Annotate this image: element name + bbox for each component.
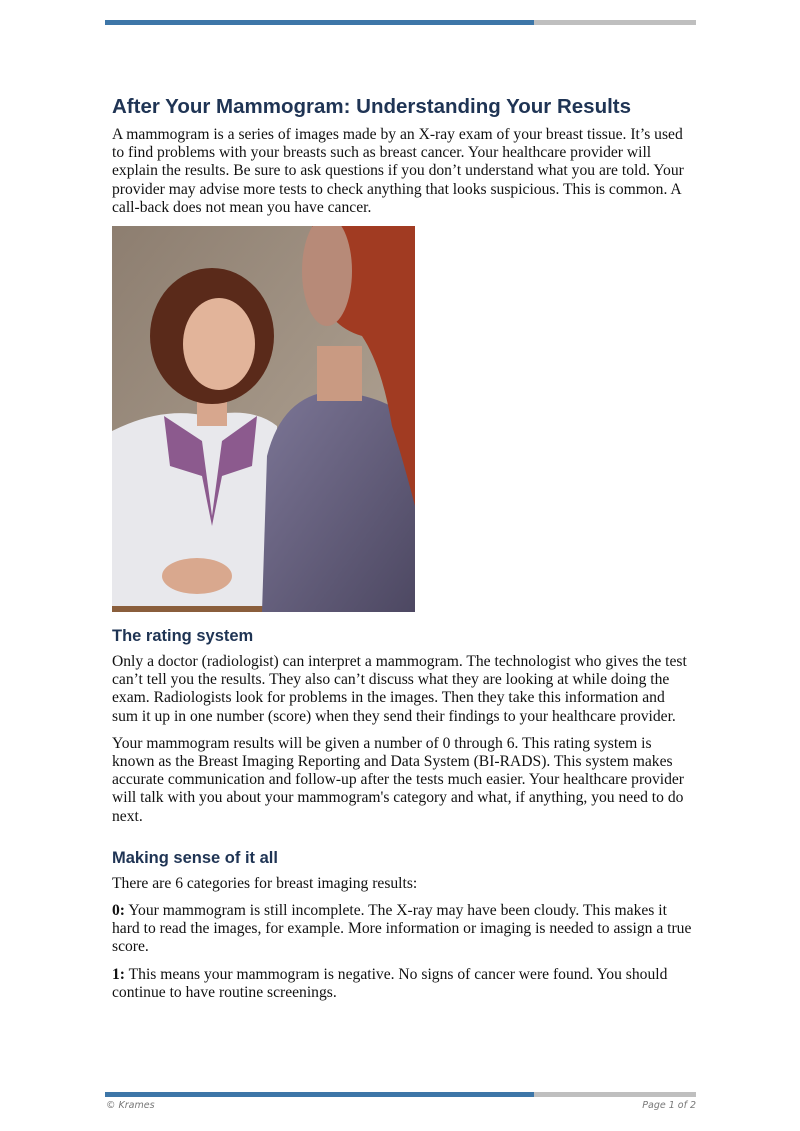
document-body (112, 94, 692, 1011)
doctor-patient-photo (112, 226, 415, 612)
category-label: 1: (112, 965, 125, 983)
page-footer (106, 1100, 696, 1111)
section-heading: The rating system (112, 627, 254, 646)
intro-paragraph: A mammogram is a series of images made by an X-ray exam of your breast tissue. It’s used to find problems with your breasts such as breast cancer. Your healthcare provider will explain the results. Be sure to ask questions if you don’t understand what you are told. Your provider may advise more tests to check anything that looks suspicious. This is common. A call-back does not mean you have cancer. (112, 126, 684, 216)
header-bar-secondary (534, 20, 696, 25)
footer-progress-bar (105, 1092, 696, 1097)
category-item (112, 902, 692, 957)
footer-bar-secondary (534, 1092, 696, 1097)
page-number: Page 1 of 2 (642, 1100, 696, 1111)
paragraph: Your mammogram results will be given a number of 0 through 6. This rating system is known as the Breast Imaging Reporting and Data System (BI-RADS). This system makes accurate communication and follow-up after the tests much easier. Your healthcare provider will talk with you about your mammogram's category and what, if anything, you need to do next. (112, 734, 684, 825)
category-label: 0: (112, 902, 125, 920)
paragraph: There are 6 categories for breast imaging results: (112, 874, 418, 892)
category-item (112, 966, 692, 1002)
copyright: © Krames (106, 1100, 155, 1111)
header-bar-primary (105, 20, 534, 25)
header-progress-bar (105, 20, 696, 25)
section-rating-system (112, 626, 692, 826)
category-text: Your mammogram is still incomplete. The X-ray may have been cloudy. This makes it hard to read the images, for example. More information or imaging is needed to assign a true score. (112, 902, 692, 956)
page-title: After Your Mammogram: Understanding Your Results (112, 95, 632, 118)
footer-bar-primary (105, 1092, 534, 1097)
category-text: This means your mammogram is negative. No signs of cancer were found. You should continue to have routine screenings. (112, 965, 668, 1001)
section-making-sense (112, 848, 692, 1002)
paragraph: Only a doctor (radiologist) can interpret a mammogram. The technologist who gives the test can’t tell you the results. They also can’t discuss what they are looking at while doing the exam. Radiologists look for problems in the images. Then they take this information and sum it up in one number (score) when they send their findings to your healthcare provider. (112, 653, 687, 725)
section-heading: Making sense of it all (112, 848, 278, 867)
